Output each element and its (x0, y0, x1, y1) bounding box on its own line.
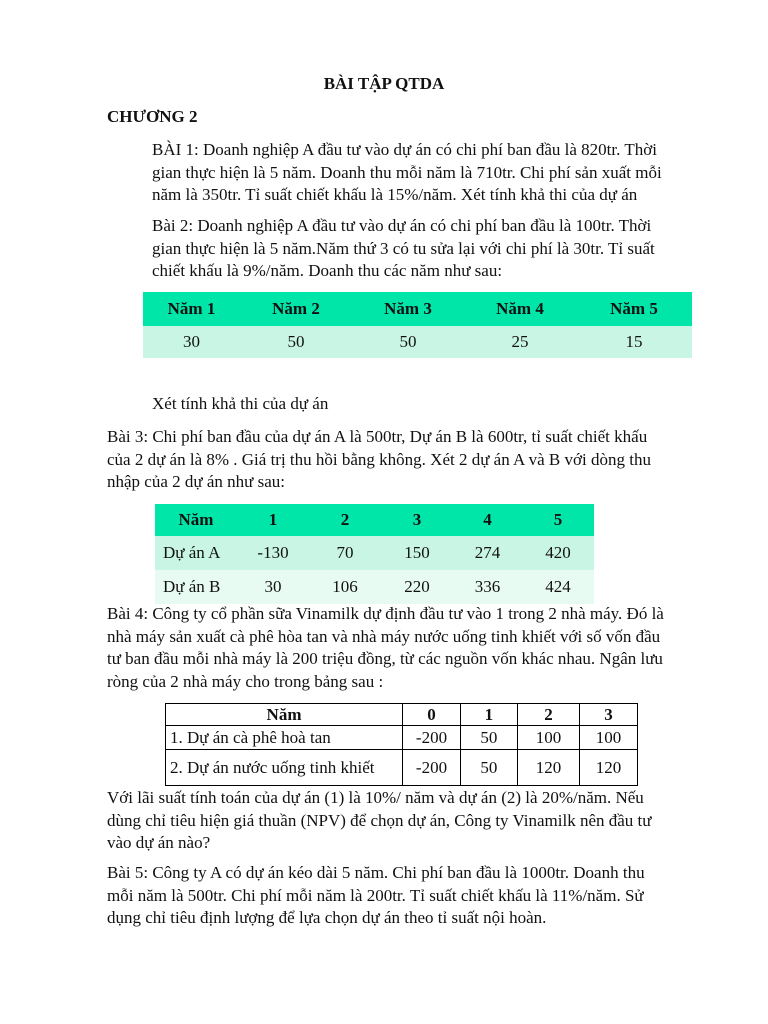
table-cell: 120 (580, 750, 638, 786)
table-header-cell: Năm 4 (464, 292, 576, 326)
table-cell: 70 (309, 536, 381, 570)
table-cell: 220 (381, 570, 453, 604)
table-header-row (166, 704, 638, 726)
project-cashflow-table (155, 504, 594, 604)
table-row (166, 726, 638, 750)
exercise-5 (107, 862, 645, 930)
exercise-5-line: Bài 5: Công ty A có dự án kéo dài 5 năm. Chi phí ban đầu là 1000tr. Doanh thu (107, 863, 645, 882)
exercise-4-line: nhà máy sản xuất cà phê hòa tan và nhà máy nước uống tinh khiết với số vốn đầu (107, 626, 661, 646)
net-cashflow-table (165, 703, 638, 786)
table-header-cell: Năm 1 (143, 292, 240, 326)
table-cell: 25 (464, 326, 576, 358)
table-header-row (143, 292, 692, 326)
exercise-4 (107, 603, 664, 693)
table-cell: Dự án B (155, 570, 237, 604)
table-header-cell: 4 (453, 504, 522, 536)
exercise-2-conclusion: Xét tính khả thi của dự án (152, 394, 329, 413)
table-cell: 336 (453, 570, 522, 604)
exercise-2-line: Bài 2: Doanh nghiệp A đầu tư vào dự án có chi phí ban đầu là 100tr. Thời (152, 216, 652, 235)
table-header-cell: Năm (155, 504, 237, 536)
table-cell: 106 (309, 570, 381, 604)
table-cell: -200 (403, 750, 461, 786)
exercise-1 (152, 139, 662, 207)
exercise-4-question-line: vào dự án nào? (107, 833, 211, 852)
table-cell: 50 (352, 326, 464, 358)
table-header-cell: Năm 5 (576, 292, 692, 326)
table-header-cell: Năm 3 (352, 292, 464, 326)
table-header-cell: 3 (580, 704, 638, 726)
exercise-3-line: nhập của 2 dự án như sau: (107, 472, 285, 491)
table-cell: 420 (522, 536, 594, 570)
table-cell: 15 (576, 326, 692, 358)
table-cell: 274 (453, 536, 522, 570)
exercise-3-line: Bài 3: Chi phí ban đầu của dự án A là 500tr, Dự án B là 600tr, tỉ suất chiết khấu (107, 427, 648, 446)
chapter-heading: CHƯƠNG 2 (107, 107, 198, 126)
table-header-cell: 1 (237, 504, 309, 536)
table-cell: 50 (460, 750, 517, 786)
table-cell: 2. Dự án nước uống tinh khiết (166, 750, 403, 786)
exercise-4-question-line: dùng chỉ tiêu hiện giá thuần (NPV) để chọn dự án, Công ty Vinamilk nên đầu tư (107, 810, 652, 830)
table-header-cell: 3 (381, 504, 453, 536)
exercise-5-line: mỗi năm là 500tr. Chi phí mỗi năm là 200tr. Tỉ suất chiết khấu là 11%/năm. Sử (107, 885, 644, 905)
table-cell: -200 (403, 726, 461, 750)
table-cell: 424 (522, 570, 594, 604)
table-header-cell: 2 (517, 704, 579, 726)
exercise-4-line: Bài 4: Công ty cổ phần sữa Vinamilk dự định đầu tư vào 1 trong 2 nhà máy. Đó là (107, 604, 664, 623)
table-cell: 150 (381, 536, 453, 570)
exercise-5-line: dụng chỉ tiêu định lượng để lựa chọn dự án theo tỉ suất nội hoàn. (107, 908, 547, 927)
table-cell: -130 (237, 536, 309, 570)
exercise-1-line: năm là 350tr. Tỉ suất chiết khấu là 15%/năm. Xét tính khả thi của dự án (152, 185, 638, 204)
table-header-cell: Năm (166, 704, 403, 726)
exercise-4-question (107, 787, 651, 855)
exercise-4-line: tư ban đầu mỗi nhà máy là 200 triệu đồng, từ các nguồn vốn khác nhau. Ngân lưu (107, 649, 663, 668)
exercise-3 (107, 426, 651, 494)
table-cell: 50 (460, 726, 517, 750)
table-cell: 30 (237, 570, 309, 604)
table-header-row (155, 504, 594, 536)
table-cell: 120 (517, 750, 579, 786)
exercise-2 (152, 215, 655, 283)
table-cell: 1. Dự án cà phê hoà tan (166, 726, 403, 750)
table-row (155, 570, 594, 604)
table-header-cell: 1 (460, 704, 517, 726)
table-cell: 30 (143, 326, 240, 358)
table-row (155, 536, 594, 570)
table-cell: 100 (580, 726, 638, 750)
table-row (143, 326, 692, 358)
table-cell: 100 (517, 726, 579, 750)
exercise-4-line: ròng của 2 nhà máy cho trong bảng sau : (107, 671, 384, 691)
table-header-cell: 2 (309, 504, 381, 536)
exercise-1-line: BÀI 1: Doanh nghiệp A đầu tư vào dự án có chi phí ban đầu là 820tr. Thời (152, 140, 657, 159)
table-header-cell: 0 (403, 704, 461, 726)
exercise-2-line: gian thực hiện là 5 năm.Năm thứ 3 có tu sửa lại với chi phí là 30tr. Tỉ suất (152, 238, 655, 258)
exercise-2-line: chiết khấu là 9%/năm. Doanh thu các năm như sau: (152, 261, 503, 280)
page-title: BÀI TẬP QTDA (323, 74, 445, 93)
table-header-cell: 5 (522, 504, 594, 536)
table-cell: Dự án A (155, 536, 237, 570)
table-row (166, 750, 638, 786)
table-cell: 50 (240, 326, 352, 358)
revenue-table (143, 292, 692, 358)
exercise-3-line: của 2 dự án là 8% . Giá trị thu hồi bằng không. Xét 2 dự án A và B với dòng thu (107, 449, 651, 469)
exercise-4-question-line: Với lãi suất tính toán của dự án (1) là 10%/ năm và dự án (2) là 20%/năm. Nếu (107, 788, 644, 807)
table-header-cell: Năm 2 (240, 292, 352, 326)
exercise-1-line: gian thực hiện là 5 năm. Doanh thu mỗi năm là 710tr. Chi phí sản xuất mỗi (152, 162, 662, 182)
